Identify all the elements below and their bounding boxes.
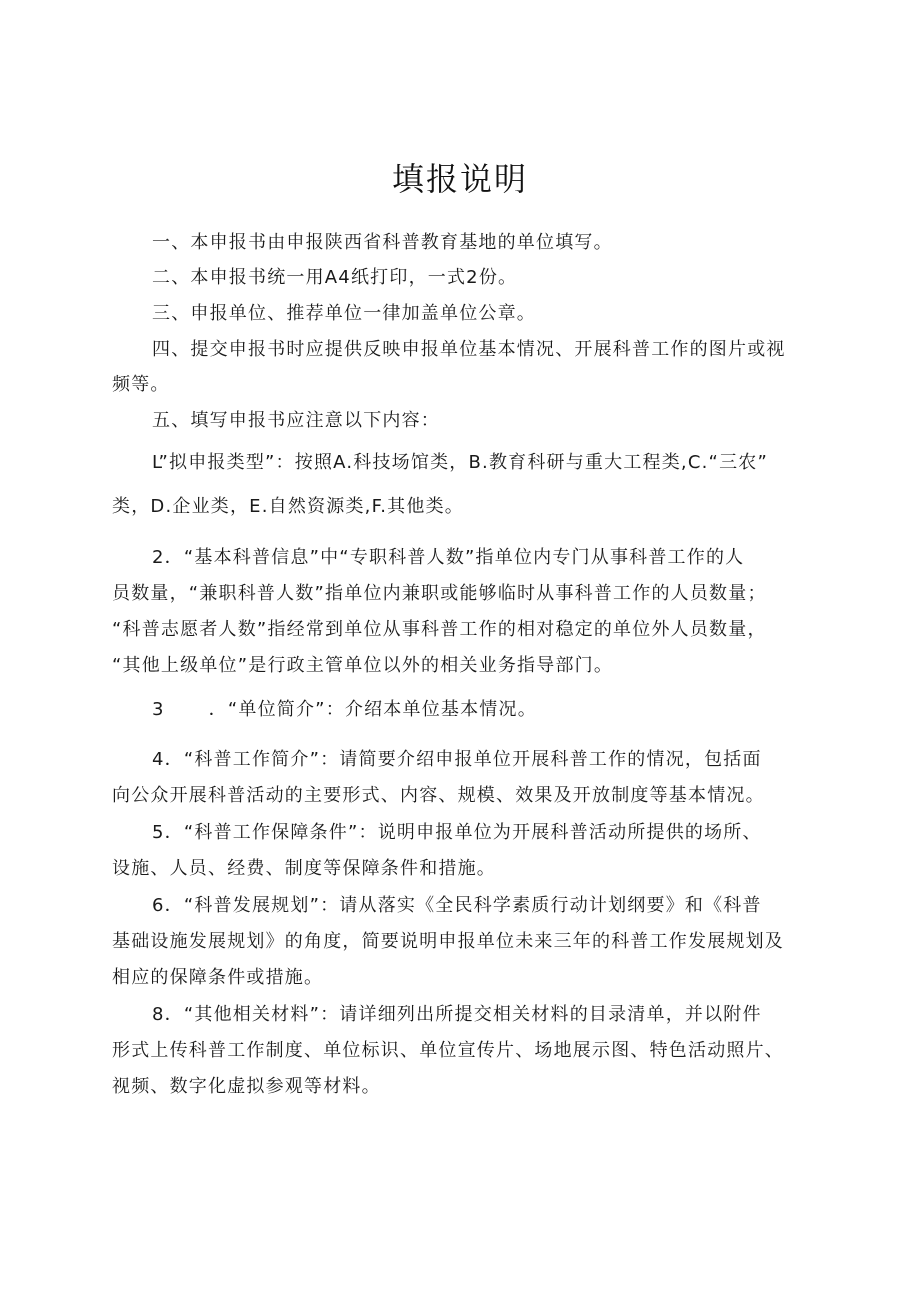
sub-item-5-line-2: 设施、人员、经费、制度等保障条件和措施。 xyxy=(112,858,496,879)
item-2: 二、本申报书统一用A4纸打印，一式2份。 xyxy=(152,267,518,288)
sub-item-3 xyxy=(112,692,537,728)
sub-item-6-line-2: 基础设施发展规划》的角度，简要说明申报单位未来三年的科普工作发展规划及 xyxy=(112,931,784,952)
item-4-line-1: 四、提交申报书时应提供反映申报单位基本情况、开展科普工作的图片或视 xyxy=(152,339,786,360)
sub-item-5-line-1: 5．“科普工作保障条件”：说明申报单位为开展科普活动所提供的场所、 xyxy=(152,822,762,843)
sub-item-6-line-1: 6．“科普发展规划”：请从落实《全民科学素质行动计划纲要》和《科普 xyxy=(152,895,762,916)
sub-item-1-line-1: L”拟申报类型”：按照A.科技场馆类，B.教育科研与重大工程类,C.“三农” xyxy=(152,452,768,473)
sub-item-4-line-1: 4．“科普工作简介”：请简要介绍申报单位开展科普工作的情况，包括面 xyxy=(152,749,762,770)
page-title: 填报说明 xyxy=(391,160,528,198)
sub-item-8-line-3: 视频、数字化虚拟参观等材料。 xyxy=(112,1076,381,1097)
sub-item-1-line-2: 类，D.企业类，E.自然资源类,F.其他类。 xyxy=(112,496,464,517)
sub-item-3-number: 3 xyxy=(152,699,165,720)
sub-item-6-line-3: 相应的保障条件或措施。 xyxy=(112,967,324,988)
sub-item-8-line-2: 形式上传科普工作制度、单位标识、单位宣传片、场地展示图、特色活动照片、 xyxy=(112,1040,784,1061)
item-1: 一、本申报书由申报陕西省科普教育基地的单位填写。 xyxy=(152,232,613,253)
sub-item-2-line-3: “科普志愿者人数”指经常到单位从事科普工作的相对稳定的单位外人员数量， xyxy=(112,619,767,640)
item-3: 三、申报单位、推荐单位一律加盖单位公章。 xyxy=(152,303,536,324)
sub-item-2-line-4: “其他上级单位”是行政主管单位以外的相关业务指导部门。 xyxy=(112,655,614,676)
sub-item-2-line-2: 员数量，“兼职科普人数”指单位内兼职或能够临时从事科普工作的人员数量； xyxy=(112,583,767,604)
sub-item-2-line-1: 2．“基本科普信息”中“专职科普人数”指单位内专门从事科普工作的人 xyxy=(152,547,745,568)
item-5: 五、填写申报书应注意以下内容： xyxy=(152,410,440,431)
sub-item-8-line-1: 8．“其他相关材料”：请详细列出所提交相关材料的目录清单，并以附件 xyxy=(152,1004,762,1025)
item-4-line-2: 频等。 xyxy=(112,374,170,395)
sub-item-3-text: ．“单位简介”：介绍本单位基本情况。 xyxy=(208,699,537,720)
sub-item-4-line-2: 向公众开展科普活动的主要形式、内容、规模、效果及开放制度等基本情况。 xyxy=(112,785,765,806)
